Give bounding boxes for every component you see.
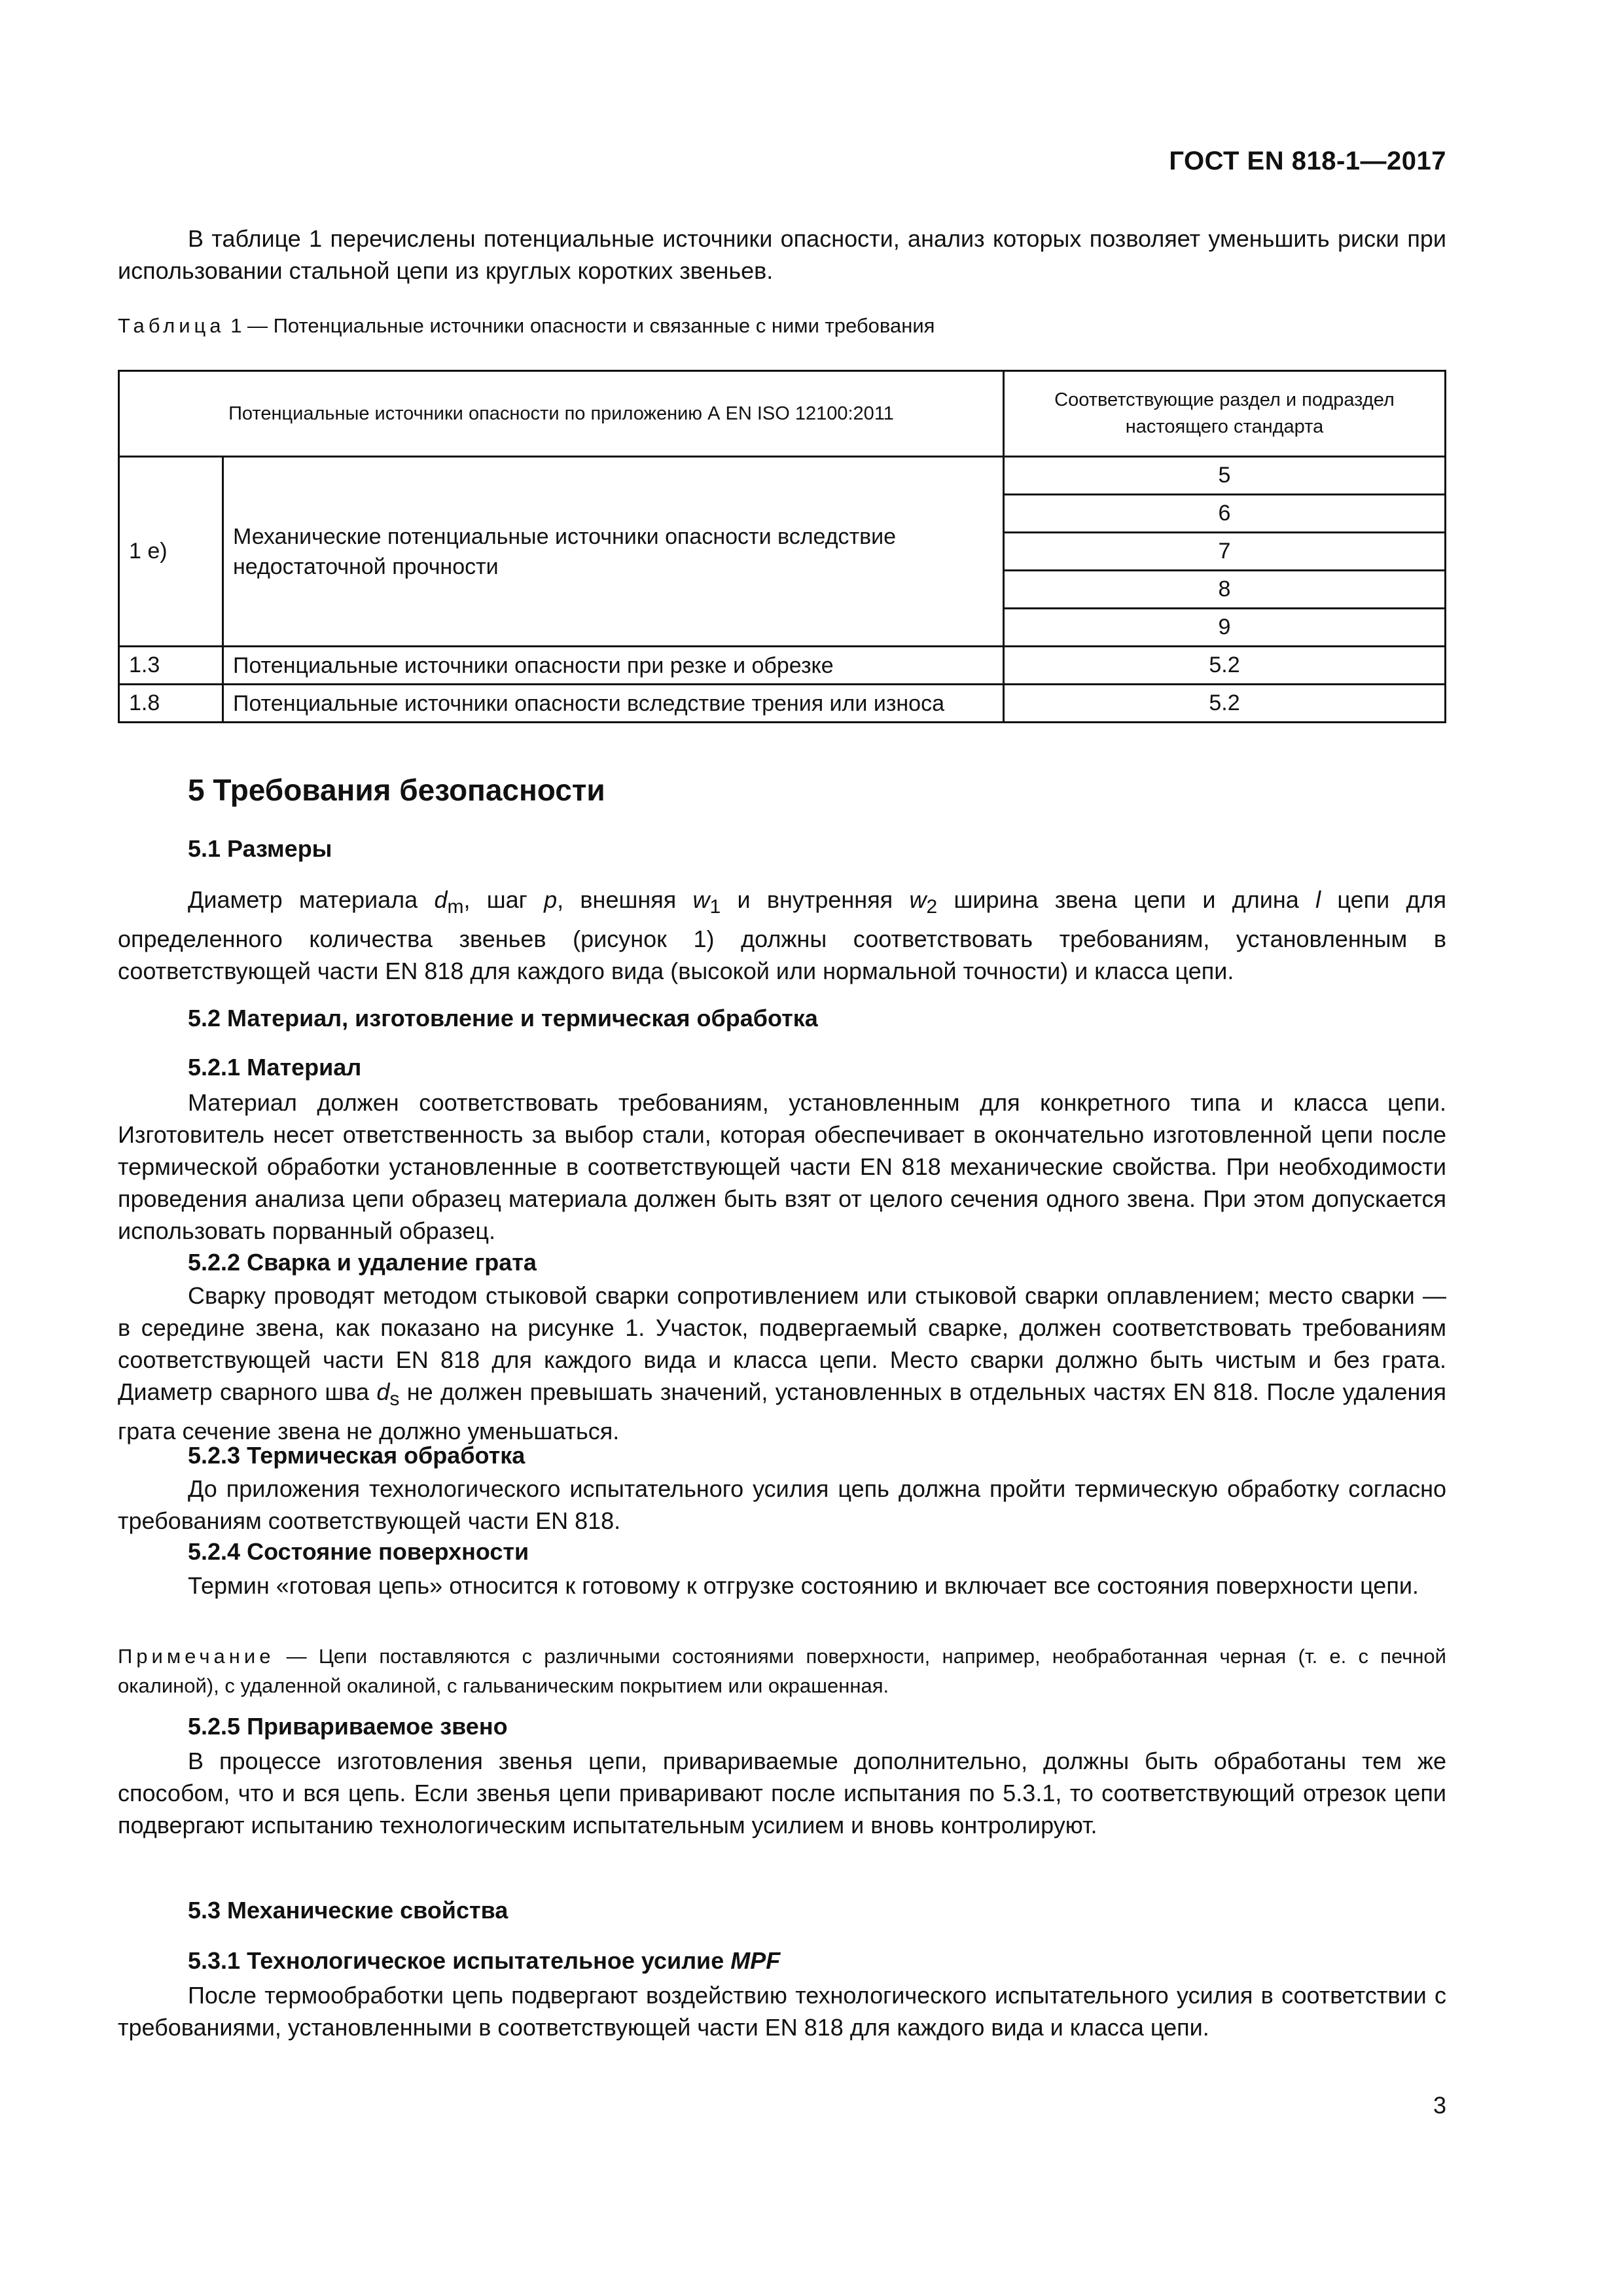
table-header-row xyxy=(119,371,1446,457)
table-cell-clause: 5 xyxy=(1004,457,1446,495)
section-5-2-4-title: 5.2.4 Состояние поверхности xyxy=(188,1538,529,1565)
section-5-1-title: 5.1 Размеры xyxy=(188,835,332,862)
hazards-table xyxy=(118,370,1446,723)
note-label: Примечание xyxy=(118,1645,275,1668)
section-5-2-5-title: 5.2.5 Привариваемое звено xyxy=(188,1713,508,1740)
section-5-1-paragraph: Диаметр материала $d_m$, шаг p, внешняя $w_1$ и внутренняя $w_2$ ширина звена цепи и длина l цепи для определенного количества звеньев (рисунок 1) должны соответствовать требованиям, установленным в соответствующей части EN 818 для каждого вида (высокой или нормальной точности) и класса цепи. xyxy=(118,886,1446,985)
table-cell-hazard-description: Потенциальные источники опасности при резке и обрезке xyxy=(223,647,1004,685)
table-cell-hazard-number: 1.3 xyxy=(119,647,223,685)
section-5-2-2-paragraph: Сварку проводят методом стыковой сварки сопротивлением или стыковой сварки оплавлением; место сварки — в середине звена, как показано на рисунке 1. Участок, подвергаемый сварке, должен соответствовать требованиям соответствующей части EN 818 для каждого вида и класса цепи. Место сварки должно быть чистым и без грата. Диаметр сварного шва $d_s$ не должен превышать значений, установленных в отдельных частях EN 818. После удаления грата сечение звена не должно уменьшаться. xyxy=(118,1282,1446,1445)
section-5-3-1-title: 5.3.1 Технологическое испытательное усилие MPF xyxy=(188,1947,781,1974)
page-number: 3 xyxy=(1433,2092,1446,2119)
intro-paragraph: В таблице 1 перечислены потенциальные источники опасности, анализ которых позволяет уменьшить риски при использовании стальной цепи из круглых коротких звеньев. xyxy=(118,225,1446,284)
section-5-2-1-title: 5.2.1 Материал xyxy=(188,1054,362,1081)
table-cell-clause: 5.2 xyxy=(1004,647,1446,685)
table-cell-hazard-description: Потенциальные источники опасности вследствие трения или износа xyxy=(223,685,1004,723)
table-cell-clause: 8 xyxy=(1004,571,1446,609)
section-5-3-1-paragraph: После термообработки цепь подвергают воздействию технологического испытательного усилия в соответствии с требованиями, установленными в соответствующей части EN 818 для каждого вида и класса цепи. xyxy=(118,1982,1446,2041)
table-header-hazards: Потенциальные источники опасности по приложению А EN ISO 12100:2011 xyxy=(119,371,1004,457)
section-5-3-title: 5.3 Механические свойства xyxy=(188,1897,508,1924)
table-row xyxy=(119,647,1446,685)
table-row xyxy=(119,685,1446,723)
section-5-2-2-title: 5.2.2 Сварка и удаление грата xyxy=(188,1249,537,1276)
table-cell-clause: 6 xyxy=(1004,495,1446,533)
table-cell-clause: 9 xyxy=(1004,609,1446,647)
table-caption-rest: 1 — Потенциальные источники опасности и связанные с ними требования xyxy=(230,314,935,337)
table-cell-hazard-description: Механические потенциальные источники опасности вследствие недостаточной прочности xyxy=(223,457,1004,647)
section-5-2-5-paragraph: В процессе изготовления звенья цепи, привариваемые дополнительно, должны быть обработаны тем же способом, что и вся цепь. Если звенья цепи приваривают после испытания по 5.3.1, то соответствующий отрезок цепи подвергают испытанию технологическим испытательным усилием и вновь контролируют. xyxy=(118,1748,1446,1839)
document-id-header: ГОСТ EN 818-1—2017 xyxy=(1169,147,1446,175)
section-5-title: 5 Требования безопасности xyxy=(188,773,605,807)
section-5-2-title: 5.2 Материал, изготовление и термическая обработка xyxy=(188,1005,818,1031)
table-row xyxy=(119,457,1446,495)
note-text: — Цепи поставляются с различными состояниями поверхности, например, необработанная черная (т. е. с печной окалиной), с удаленной окалиной, с гальваническим покрытием или окрашенная. xyxy=(118,1645,1446,1697)
table-cell-hazard-number: 1 е) xyxy=(119,457,223,647)
table-caption-word: Таблица xyxy=(118,314,225,337)
table-cell-hazard-number: 1.8 xyxy=(119,685,223,723)
note xyxy=(118,1641,1446,1700)
section-5-2-4-paragraph: Термин «готовая цепь» относится к готовому к отгрузке состоянию и включает все состояния поверхности цепи. xyxy=(188,1572,1419,1599)
document-page xyxy=(118,0,1446,2296)
section-5-2-3-paragraph: До приложения технологического испытательного усилия цепь должна пройти термическую обработку согласно требованиям соответствующей части EN 818. xyxy=(118,1475,1446,1534)
table-caption xyxy=(118,314,935,338)
table-cell-clause: 7 xyxy=(1004,533,1446,571)
section-5-2-3-title: 5.2.3 Термическая обработка xyxy=(188,1442,526,1469)
table-cell-clause: 5.2 xyxy=(1004,685,1446,723)
section-5-2-1-paragraph: Материал должен соответствовать требованиям, установленным для конкретного типа и класса цепи. Изготовитель несет ответственность за выбор стали, которая обеспечивает в окончательно изготовленной цепи после термической обработки установленные в соответствующей части EN 818 механические свойства. При необходимости проведения анализа цепи образец материала должен быть взят от целого сечения одного звена. При этом допускается использовать порванный образец. xyxy=(118,1089,1446,1244)
table-header-clauses: Соответствующие раздел и подраздел настоящего стандарта xyxy=(1004,371,1446,457)
